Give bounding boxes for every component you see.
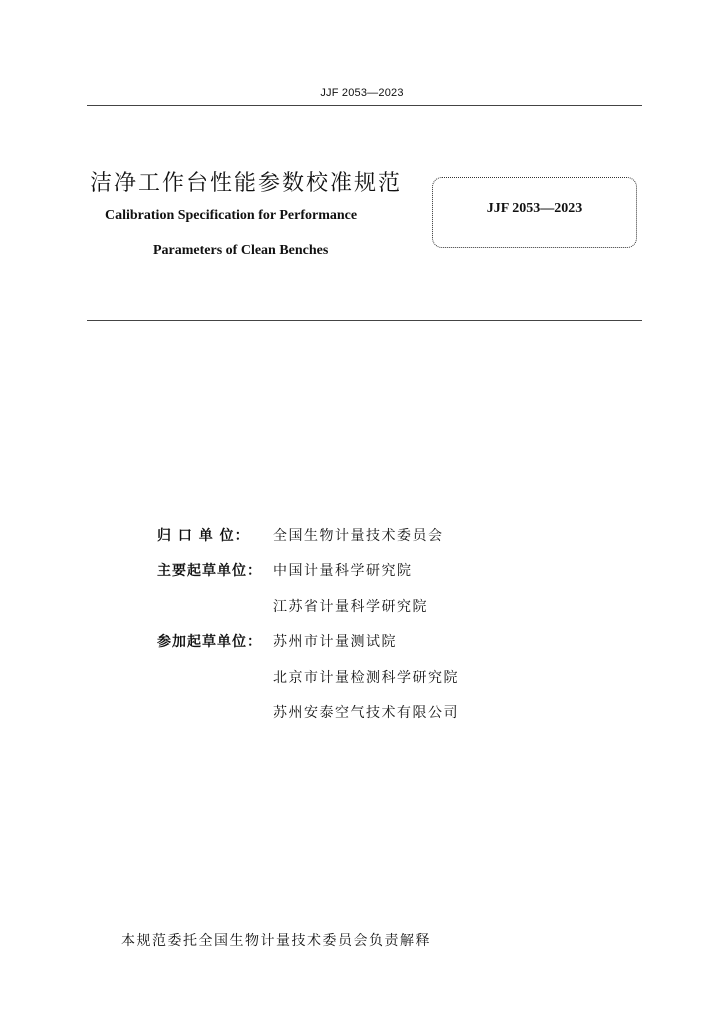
participating-unit: 苏州市计量测试院 [273, 634, 397, 651]
main-drafting-label: 主要起草单位： [157, 563, 262, 580]
specification-code: JJF 2053—2023 [486, 200, 583, 216]
header-code: JJF 2053—2023 [320, 87, 404, 99]
participating-label: 参加起草单位： [157, 634, 262, 651]
main-drafting-unit: 中国计量科学研究院 [273, 563, 413, 580]
unit-row-participating-3 [157, 695, 459, 731]
unit-row-main-drafting [157, 553, 459, 589]
participating-unit: 北京市计量检测科学研究院 [273, 669, 459, 686]
unit-row-participating-2 [157, 659, 459, 695]
unit-row-responsible [157, 517, 459, 553]
responsible-unit-label: 归 口 单 位： [157, 527, 250, 544]
drafting-units [157, 517, 459, 730]
top-rule [87, 105, 642, 106]
interpretation-note: 本规范委托全国生物计量技术委员会负责解释 [121, 933, 431, 949]
participating-unit: 苏州安泰空气技术有限公司 [273, 705, 459, 722]
main-drafting-unit: 江苏省计量科学研究院 [273, 598, 428, 615]
bottom-rule [87, 320, 642, 321]
title-english-line2: Parameters of Clean Benches [153, 243, 329, 258]
specification-code-box [432, 177, 637, 248]
title-chinese: 洁净工作台性能参数校准规范 [90, 171, 403, 196]
unit-row-main-drafting-2 [157, 588, 459, 624]
unit-row-participating [157, 624, 459, 660]
responsible-unit-value: 全国生物计量技术委员会 [273, 527, 444, 544]
title-english-line1: Calibration Specification for Performance [105, 208, 358, 223]
